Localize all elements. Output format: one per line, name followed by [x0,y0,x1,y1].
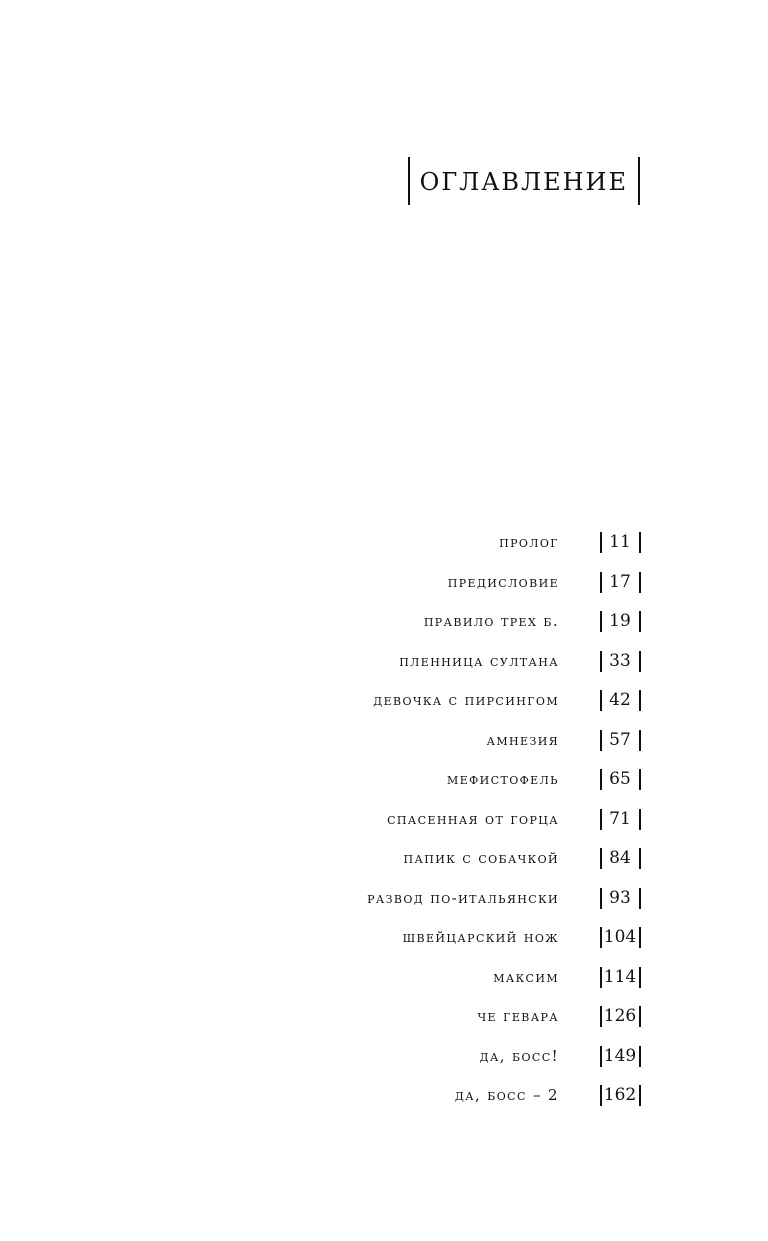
page-right-bar [639,1046,641,1067]
toc-entry-title: развод по-итальянски [367,888,559,907]
toc-entry[interactable] [0,877,768,917]
toc-entry-title: че гевара [477,1007,559,1025]
toc-title-block [0,155,640,207]
toc-entry[interactable] [0,956,768,996]
toc-entry[interactable] [0,916,768,956]
page-right-bar [639,769,641,790]
toc-entry[interactable] [0,758,768,798]
toc-entry-title: швейцарский нож [402,928,559,946]
page-right-bar [639,1085,641,1106]
toc-entry[interactable] [0,995,768,1035]
toc-entry-title: да, босс! [479,1046,559,1065]
page-right-bar [639,532,641,553]
toc-entry-page: 84 [609,848,631,868]
toc-entry-page: 149 [603,1045,637,1066]
toc-entry-page: 42 [609,690,631,710]
toc-entry-page: 71 [609,808,631,829]
toc-entry-title: спасенная от горца [387,809,559,828]
toc-entry[interactable] [0,798,768,838]
toc-entry-page: 104 [603,927,637,947]
page-right-bar [639,888,641,909]
toc-entry-title: амнезия [486,730,559,749]
toc-entry-page: 17 [609,571,631,592]
page-right-bar [639,730,641,751]
page-right-bar [639,572,641,593]
title-right-bar [638,157,640,205]
toc-entry-title: предисловие [447,572,559,591]
toc-entry-page: 126 [603,1006,637,1026]
toc-entry[interactable] [0,640,768,680]
toc-entry-page: 65 [609,769,631,789]
toc-entry[interactable] [0,521,768,561]
toc-entry-page: 162 [603,1085,637,1105]
toc-entry[interactable] [0,837,768,877]
toc-entry[interactable] [0,561,768,601]
toc-entry[interactable] [0,679,768,719]
page-right-bar [639,809,641,830]
table-of-contents [0,521,768,1114]
toc-entry-page: 114 [603,966,637,987]
page-right-bar [639,651,641,672]
toc-entry[interactable] [0,1074,768,1114]
toc-entry-page: 93 [609,887,631,908]
toc-entry[interactable] [0,1035,768,1075]
toc-entry-title: да, босс – 2 [454,1086,559,1104]
toc-entry-page: 19 [609,611,631,631]
toc-entry-page: 57 [609,729,631,750]
page-right-bar [639,848,641,869]
page-right-bar [639,690,641,711]
toc-entry-title: правило трех б. [423,612,559,630]
toc-entry-title: мефистофель [447,770,559,788]
toc-entry-title: папик с собачкой [403,849,559,867]
page-right-bar [639,1006,641,1027]
toc-entry-title: девочка с пирсингом [373,691,559,709]
page-right-bar [639,611,641,632]
toc-entry[interactable] [0,600,768,640]
toc-entry-title: пролог [499,533,559,551]
page-right-bar [639,967,641,988]
toc-entry[interactable] [0,719,768,759]
toc-entry-title: пленница султана [399,651,559,670]
toc-entry-page: 11 [609,532,631,552]
page-title: оглавление [419,159,628,199]
toc-entry-page: 33 [609,650,631,671]
page-right-bar [639,927,641,948]
toc-entry-title: максим [493,967,559,986]
